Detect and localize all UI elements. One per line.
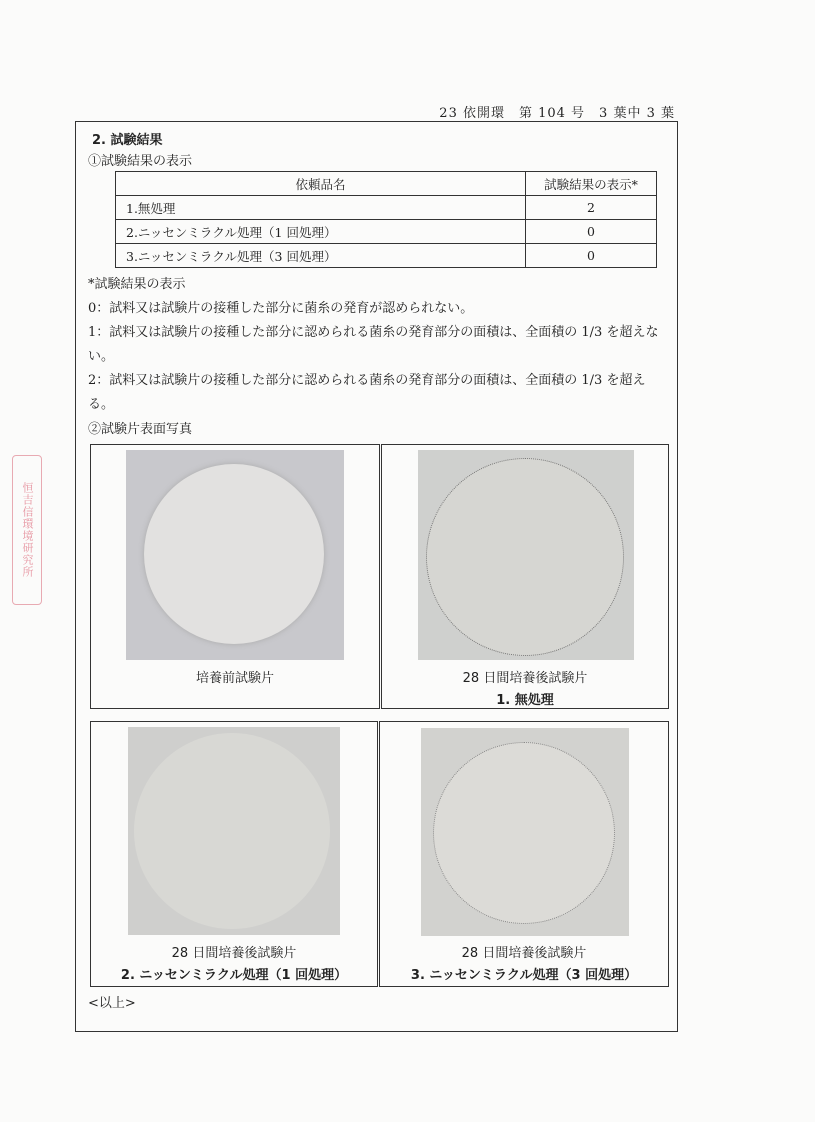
- photo-caption: 培養前試験片: [195, 671, 274, 686]
- specimen-photo: [421, 728, 629, 936]
- table-row: [116, 196, 657, 220]
- column-header-name: 依頼品名: [116, 172, 526, 196]
- results-heading: ①試験結果の表示: [88, 154, 193, 169]
- legend: [88, 273, 668, 417]
- row-name: 1.無処理: [116, 196, 526, 220]
- photo-caption: 28 日間培養後試験片: [462, 671, 588, 686]
- document-reference: 23 依開環 第 104 号 3 葉中 3 葉: [439, 106, 675, 121]
- row-name: 3.ニッセンミラクル処理（3 回処理）: [116, 244, 526, 268]
- row-value: 2: [526, 196, 657, 220]
- photo-caption: 28 日間培養後試験片: [171, 946, 297, 961]
- photo-panel-one-treatment: [90, 721, 378, 987]
- row-value: 0: [526, 244, 657, 268]
- specimen-photo: [418, 450, 634, 660]
- table-row: [116, 244, 657, 268]
- results-table: [115, 171, 657, 268]
- photo-panel-before: [90, 444, 380, 709]
- closing-mark: <以上>: [88, 996, 136, 1011]
- column-header-value: 試験結果の表示*: [526, 172, 657, 196]
- specimen-photo: [126, 450, 344, 660]
- photo-panel-three-treatment: [379, 721, 669, 987]
- photo-caption: 28 日間培養後試験片: [461, 946, 587, 961]
- photo-subcaption: 1. 無処理: [496, 693, 554, 708]
- row-name: 2.ニッセンミラクル処理（1 回処理）: [116, 220, 526, 244]
- seal-stamp: 恒吉信環境研究所: [12, 455, 42, 605]
- table-header-row: [116, 172, 657, 196]
- photo-subcaption: 3. ニッセンミラクル処理（3 回処理）: [410, 968, 638, 983]
- row-value: 0: [526, 220, 657, 244]
- photo-panel-untreated: [381, 444, 669, 709]
- photo-heading: ②試験片表面写真: [88, 422, 193, 437]
- legend-1: 1：試料又は試験片の接種した部分に認められる菌糸の発育部分の面積は、全面積の 1/3 を超えない。: [88, 325, 659, 364]
- table-row: [116, 220, 657, 244]
- section-title: 2. 試験結果: [92, 133, 163, 148]
- legend-2: 2：試料又は試験片の接種した部分に認められる菌糸の発育部分の面積は、全面積の 1/3 を超える。: [88, 373, 646, 412]
- photo-subcaption: 2. ニッセンミラクル処理（1 回処理）: [120, 968, 348, 983]
- legend-title: *試験結果の表示: [88, 277, 186, 292]
- specimen-photo: [128, 727, 340, 935]
- legend-0: 0：試料又は試験片の接種した部分に菌糸の発育が認められない。: [88, 301, 474, 316]
